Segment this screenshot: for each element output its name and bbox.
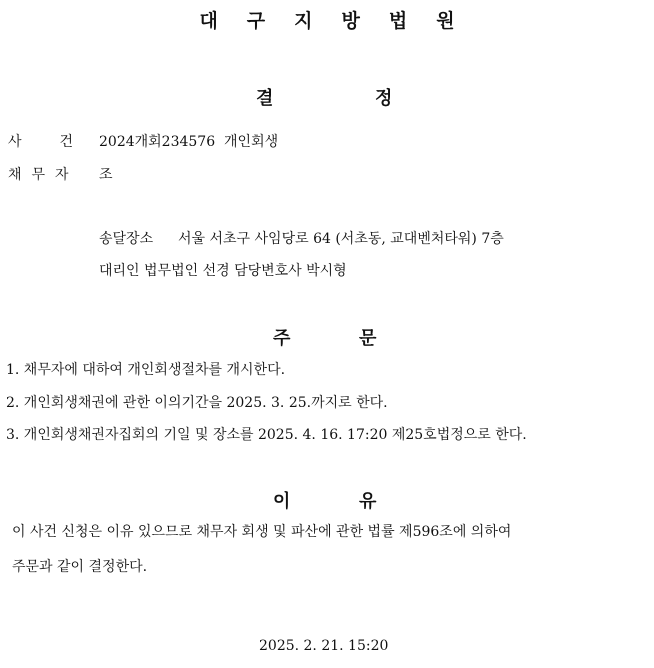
debtor-label: 채무자 <box>8 167 79 183</box>
reason-line: 이 사건 신청은 이유 있으므로 채무자 회생 및 파산에 관한 법률 제596조에 의하여 <box>12 524 512 540</box>
order-item: 1. 채무자에 대하여 개인회생절차를 개시한다. <box>6 362 286 378</box>
delivery-address: 서울 서초구 사임당로 64 (서초동, 교대벤처타워) 7층 <box>178 231 504 247</box>
representative: 대리인 법무법인 선경 담당변호사 박시형 <box>99 263 347 279</box>
order-heading-left: 주 <box>273 328 291 349</box>
reason-heading-right: 유 <box>359 491 377 512</box>
reason-heading-left: 이 <box>273 491 291 512</box>
decision-datetime: 2025. 2. 21. 15:20 <box>259 638 389 654</box>
order-item: 2. 개인회생채권에 관한 이의기간을 2025. 3. 25.까지로 한다. <box>6 395 388 411</box>
case-value: 2024개회234576 개인회생 <box>99 134 279 150</box>
document-title-left: 결 <box>256 88 274 109</box>
court-name: 대구지방법원 <box>199 10 484 32</box>
debtor-name: 조 <box>99 167 113 183</box>
reason-line: 주문과 같이 결정한다. <box>12 559 148 575</box>
order-item: 3. 개인회생채권자집회의 기일 및 장소를 2025. 4. 16. 17:20 제25호법정으로 한다. <box>6 427 527 443</box>
case-label: 사건 <box>8 134 74 150</box>
document-title-right: 정 <box>375 88 393 109</box>
order-heading-right: 문 <box>359 328 377 349</box>
delivery-label: 송달장소 <box>99 231 154 247</box>
